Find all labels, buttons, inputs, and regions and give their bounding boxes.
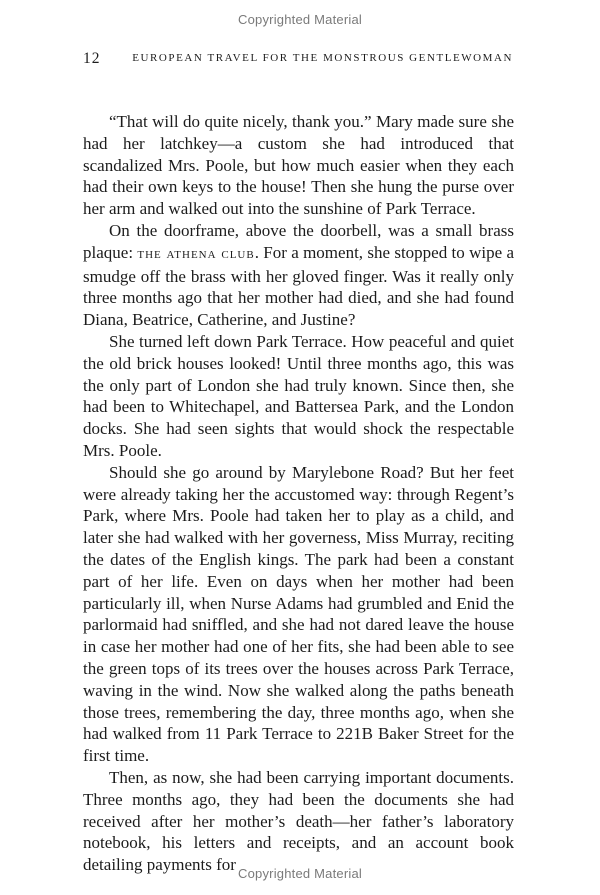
copyright-watermark-top: Copyrighted Material [238,12,362,27]
paragraph-1: “That will do quite nicely, thank you.” Mary made sure she had her latchkey—a custom she had introduced that scandalized Mrs. Poole, but how much easier when they each had their own keys to the house! Then she hung the purse over her arm and walked out into the sunshine of Park Terrace. [83,112,514,219]
paragraph-3: She turned left down Park Terrace. How peaceful and quiet the old brick houses looked! Until three months ago, this was the only part of London she had truly known. Since then, she had been to Whitechapel, and Battersea Park, and the London docks. She had seen sights that would shock the respectable Mrs. Poole. [83,331,514,460]
paragraph-2-after: . For a moment, she stopped to wipe a smudge off the brass with her gloved finger. Was it really only three months ago that her mother had died, and she had found Diana, Beatrice, Catherine, and Justine? [83,242,514,330]
running-head [83,50,513,70]
paragraph-4: Should she go around by Marylebone Road? But her feet were already taking her the accustomed way: through Regent’s Park, where Mrs. Poole had taken her to play as a child, and later she had walked with her governess, Miss Murray, reciting the dates of the English kings. The park had been a constant part of her life. Even on days when her mother had been particularly ill, when Nurse Adams had grumbled and Enid the parlormaid had sniffled, and she had not dared leave the house in case her mother had one of her fits, she had been able to see the green tops of its trees over the houses across Park Terrace, waving in the wind. Now she walked along the paths beneath those trees, remembering the day, three months ago, when she had walked from 11 Park Terrace to 221B Baker Street for the first time. [83,462,514,766]
paragraph-5: Then, as now, she had been carrying important documents. Three months ago, they had been the documents she had received after her mother’s death—her father’s laboratory notebook, his letters and receipts, and an account book detailing payments for [83,767,514,875]
copyright-watermark-bottom: Copyrighted Material [238,866,362,881]
book-title-header: EUROPEAN TRAVEL FOR THE MONSTROUS GENTLEWOMAN [132,52,513,64]
paragraph-2-before: On the doorframe, above the doorbell, was a small brass plaque: [83,220,514,262]
paragraph-2 [83,220,514,331]
athena-club-smallcaps: the athena club [137,245,255,262]
body-text [83,111,514,876]
page-number: 12 [83,50,101,67]
